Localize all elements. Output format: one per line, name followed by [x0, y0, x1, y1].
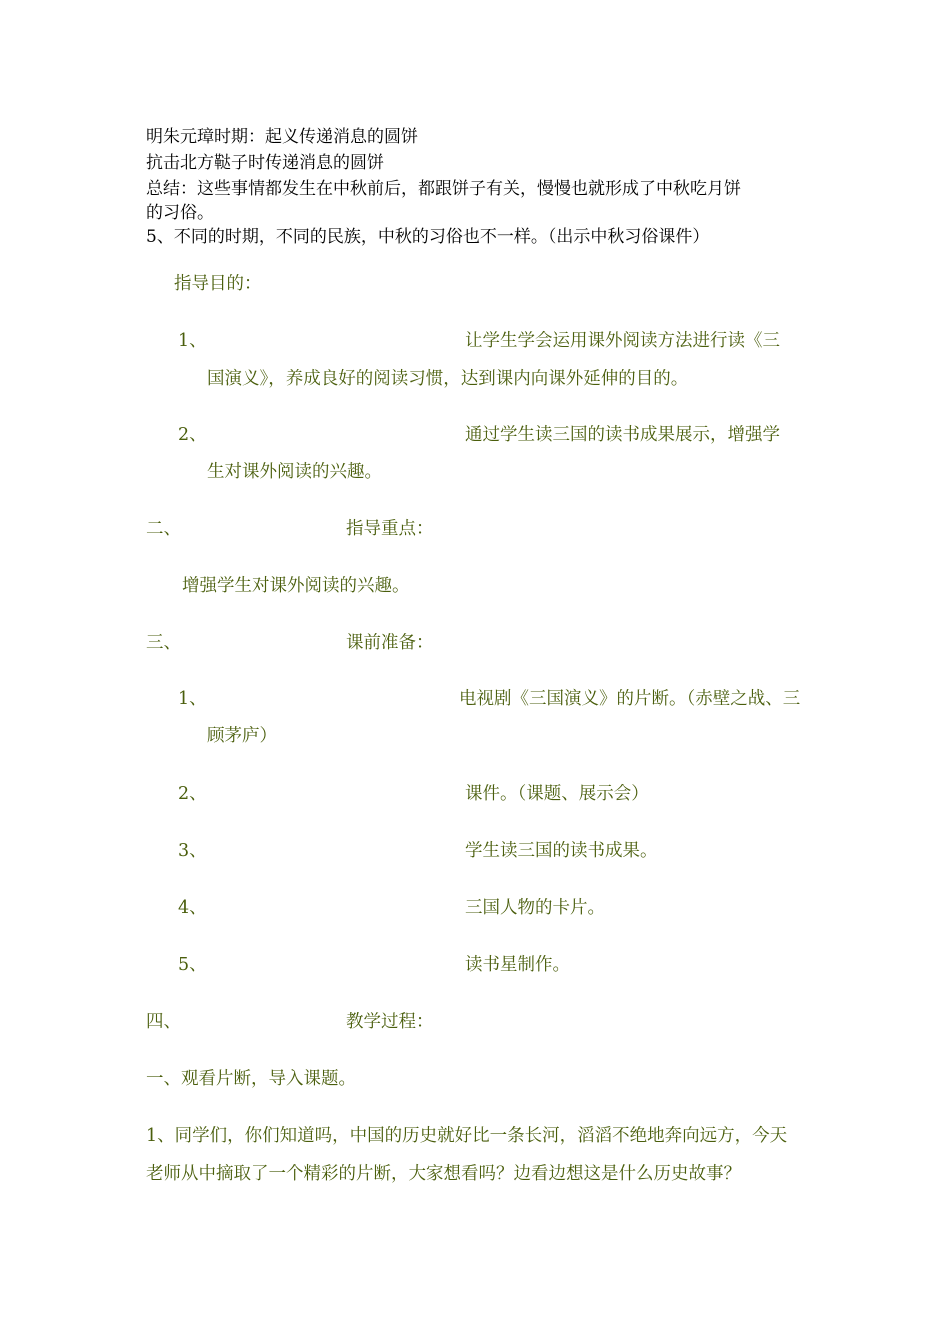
prep-item-1-number: 1、: [178, 689, 207, 709]
prep-item-2-number: 2、: [178, 784, 207, 804]
prep-item-1-line-2: 顾茅庐）: [207, 726, 277, 746]
prep-item-4-number: 4、: [178, 898, 207, 918]
goal-2-line-2: 生对课外阅读的兴趣。: [207, 462, 382, 482]
process-step-1: 一、观看片断，导入课题。: [146, 1069, 356, 1089]
prep-item-5-text: 读书星制作。: [465, 955, 570, 975]
goal-1-line-1: 让学生学会运用课外阅读方法进行读《三: [465, 331, 780, 351]
point-5: 5、不同的时期，不同的民族，中秋的习俗也不一样。（出示中秋习俗课件）: [146, 227, 710, 247]
prep-item-1-line-1: 电视剧《三国演义》的片断。（赤壁之战、三: [459, 689, 801, 709]
prep-item-4-text: 三国人物的卡片。: [465, 898, 605, 918]
goal-2-line-1: 通过学生读三国的读书成果展示，增强学: [465, 425, 780, 445]
goal-1-number: 1、: [178, 331, 207, 351]
prep-heading: 课前准备：: [346, 633, 434, 653]
goal-1-line-2: 国演义》，养成良好的阅读习惯，达到课内向课外延伸的目的。: [207, 369, 689, 389]
focus-heading: 指导重点：: [346, 519, 434, 539]
process-heading: 教学过程：: [346, 1012, 434, 1032]
prep-item-5-number: 5、: [178, 955, 207, 975]
focus-content: 增强学生对课外阅读的兴趣。: [182, 576, 410, 596]
intro-line-north: 抗击北方鞑子时传递消息的圆饼: [146, 153, 384, 173]
focus-number: 二、: [146, 519, 181, 539]
process-number: 四、: [146, 1012, 181, 1032]
process-paragraph-line-1: 1、同学们，你们知道吗，中国的历史就好比一条长河，滔滔不绝地奔向远方，今天: [146, 1126, 788, 1146]
process-paragraph-line-2: 老师从中摘取了一个精彩的片断，大家想看吗？边看边想这是什么历史故事？: [146, 1164, 741, 1184]
prep-item-3-text: 学生读三国的读书成果。: [465, 841, 658, 861]
goal-2-number: 2、: [178, 425, 207, 445]
prep-item-2-text: 课件。（课题、展示会）: [465, 784, 649, 804]
prep-number: 三、: [146, 633, 181, 653]
prep-item-3-number: 3、: [178, 841, 207, 861]
goals-heading: 指导目的：: [174, 274, 262, 294]
summary-line-1: 总结：这些事情都发生在中秋前后，都跟饼子有关，慢慢也就形成了中秋吃月饼: [146, 179, 741, 199]
intro-line-zhu-yuanzhang: 明朱元璋时期：起义传递消息的圆饼: [146, 127, 418, 147]
summary-line-2: 的习俗。: [146, 203, 214, 223]
